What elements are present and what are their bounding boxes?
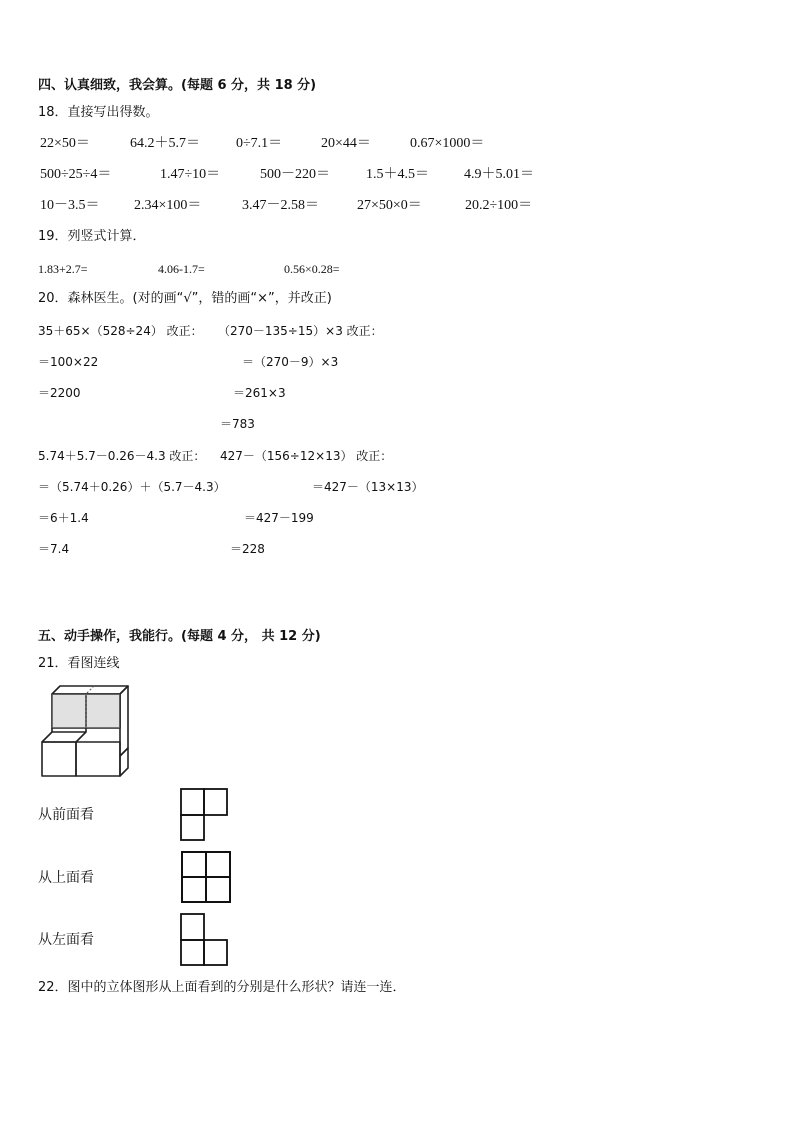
front-view-shape[interactable] [180,788,230,842]
q20-left2-expr: 5.74＋5.7－0.26－4.3 改正： [38,449,206,463]
q20-right2-expr: 427－（156÷12×13） 改正： [220,449,393,463]
section5-heading: 五、动手操作，我能行。(每题 4 分， 共 12 分) [38,629,321,644]
left-view-shape[interactable] [180,913,230,967]
q19-title: 19．列竖式计算． [38,229,146,244]
q20-right2-step: ＝427－（13×13） [312,480,424,494]
q20-right2-step: ＝228 [230,542,265,556]
q19-item: 0.56×0.28= [284,262,340,276]
q20-left2-step: ＝7.4 [38,542,70,556]
q20-left2-step: ＝（5.74＋0.26）＋（5.7－4.3） [38,480,226,494]
q18-item: 2.34×100＝ [134,198,202,213]
q20-right2-step: ＝427－199 [244,511,314,525]
q18-item: 3.47－2.58＝ [242,198,319,213]
q20-left2-step: ＝6＋1.4 [38,511,89,525]
q20-right1-expr: （270－135÷15）×3 改正： [218,324,383,338]
q18-item: 500－220＝ [260,167,330,182]
q20-right1-step: ＝（270－9）×3 [242,355,339,369]
top-view-shape[interactable] [180,850,232,904]
q19-item: 4.06-1.7= [158,262,205,276]
q18-item: 500÷25÷4＝ [40,167,112,182]
q22-title: 22．图中的立体图形从上面看到的分别是什么形状？请连一连． [38,980,406,995]
q20-left1-step: ＝100×22 [38,355,99,369]
q20-right1-step: ＝783 [220,417,255,431]
section4-heading: 四、认真细致，我会算。(每题 6 分，共 18 分) [38,78,317,93]
q20-left1-expr: 35＋65×（528÷24） 改正： [38,324,203,338]
q18-item: 20.2÷100＝ [465,198,533,213]
view-label-front: 从前面看 [38,807,94,823]
q18-item: 1.47÷10＝ [160,167,221,182]
q18-item: 0.67×1000＝ [410,136,485,151]
q18-item: 22×50＝ [40,136,90,151]
q18-item: 27×50×0＝ [357,198,422,213]
q18-item: 0÷7.1＝ [236,136,283,151]
q18-item: 4.9＋5.01＝ [464,167,534,182]
q18-item: 1.5＋4.5＝ [366,167,429,182]
q18-item: 20×44＝ [321,136,371,151]
q18-item: 10－3.5＝ [40,198,100,213]
view-label-left: 从左面看 [38,932,94,948]
cube-figure [38,684,130,780]
q20-right1-step: ＝261×3 [233,386,286,400]
q21-title: 21．看图连线 [38,656,120,671]
q19-item: 1.83+2.7= [38,262,88,276]
view-label-top: 从上面看 [38,870,94,886]
q20-left1-step: ＝2200 [38,386,81,400]
q18-item: 64.2＋5.7＝ [130,136,200,151]
q20-title: 20．森林医生。(对的画“√”，错的画“×”，并改正) [38,291,332,306]
q18-title: 18．直接写出得数。 [38,105,159,120]
